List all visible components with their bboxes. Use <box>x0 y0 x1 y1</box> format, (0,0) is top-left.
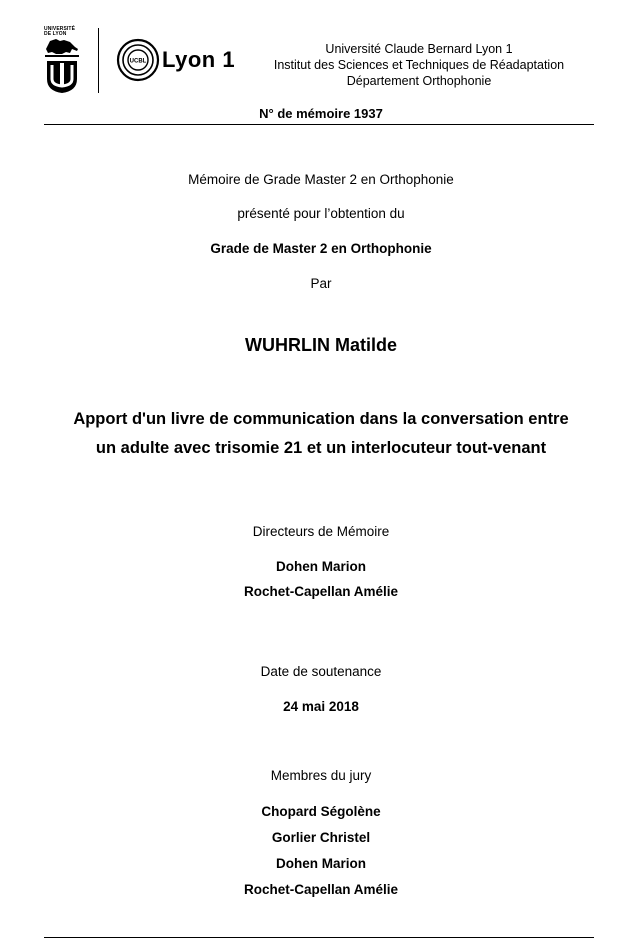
udl-logo-text-line: UNIVERSITÉ <box>44 26 76 32</box>
degree: Grade de Master 2 en Orthophonie <box>210 241 432 256</box>
universite-de-lyon-logo <box>44 27 80 95</box>
institution-line: Institut des Sciences et Techniques de Réadaptation <box>273 58 565 72</box>
jury-member: Dohen Marion <box>276 856 366 871</box>
header-separator <box>98 28 99 93</box>
footer-rule <box>44 937 594 938</box>
jury-member: Gorlier Christel <box>271 830 371 845</box>
thesis-title <box>0 405 642 463</box>
institution-line: Université Claude Bernard Lyon 1 <box>325 42 513 56</box>
header-rule <box>44 124 594 125</box>
ucbl-badge-text: UCBL <box>129 58 147 65</box>
jury-member: Chopard Ségolène <box>261 804 381 819</box>
directors-label: Directeurs de Mémoire <box>252 524 390 539</box>
by-label: Par <box>310 276 332 291</box>
memoire-type: Mémoire de Grade Master 2 en Orthophonie <box>188 172 454 187</box>
ucbl-lyon1-logo <box>116 38 164 86</box>
defense-date: 24 mai 2018 <box>283 699 359 714</box>
author-name: WUHRLIN Matilde <box>245 335 397 355</box>
lyon1-wordmark: Lyon 1 <box>162 47 236 72</box>
jury-label: Membres du jury <box>270 768 372 783</box>
thesis-title-line: un adulte avec trisomie 21 et un interlocuteur tout-venant <box>95 439 547 457</box>
memoire-number: N° de mémoire 1937 <box>259 106 383 121</box>
defense-label: Date de soutenance <box>260 664 382 679</box>
institution-block <box>244 41 594 89</box>
institution-line: Département Orthophonie <box>346 74 492 88</box>
director-name: Dohen Marion <box>276 559 366 574</box>
thesis-title-line: Apport d'un livre de communication dans la conversation entre <box>73 410 569 428</box>
ucbl-circle-logo-icon <box>116 38 164 86</box>
presented-for: présenté pour l’obtention du <box>237 206 405 221</box>
director-name: Rochet-Capellan Amélie <box>243 584 399 599</box>
udl-logo-text-line: DE LYON <box>44 31 67 37</box>
lion-emblem-icon <box>44 27 80 95</box>
jury-member: Rochet-Capellan Amélie <box>243 882 399 897</box>
